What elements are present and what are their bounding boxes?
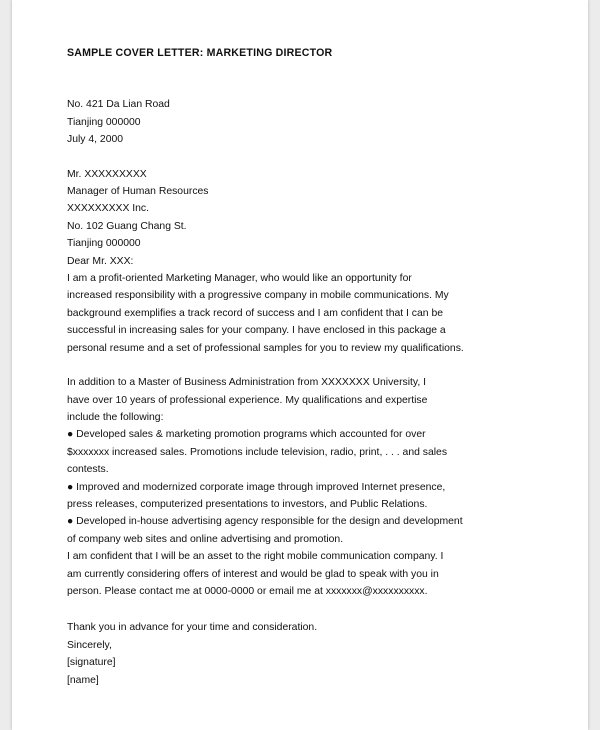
letter-content [67,45,567,689]
body-line: I am a profit-oriented Marketing Manager, who would like an opportunity for [67,273,412,285]
recipient-address [67,166,567,270]
bullet-item: ● Developed sales & marketing promotion programs which accounted for over [67,429,426,441]
body-line: increased responsibility with a progressive company in mobile communications. My [67,290,449,302]
sender-line: Tianjing 000000 [67,116,141,128]
closing [67,619,567,689]
body-line: have over 10 years of professional experience. My qualifications and expertise [67,394,428,406]
document-page [12,0,588,730]
body-line: am currently considering offers of interest and would be glad to speak with you in [67,568,439,580]
recipient-line: Tianjing 000000 [67,238,141,250]
body-line: of company web sites and online advertising and promotion. [67,533,344,545]
recipient-line: XXXXXXXXX Inc. [67,203,150,215]
recipient-line: Mr. XXXXXXXXX [67,168,147,180]
body-line: person. Please contact me at 0000-0000 or email me at xxxxxxx@xxxxxxxxxx. [67,585,428,597]
body-line: In addition to a Master of Business Administration from XXXXXXX University, I [67,377,427,389]
sender-address [67,96,567,148]
bullet-item: ● Developed in-house advertising agency responsible for the design and development [67,516,463,528]
bullet-item: ● Improved and modernized corporate image through improved Internet presence, [67,481,446,493]
signature-placeholder: [signature] [67,657,116,669]
body-line: include the following: [67,411,164,423]
body-line: press releases, computerized presentations to investors, and Public Relations. [67,498,428,510]
spacer [67,357,567,374]
recipient-line: No. 102 Guang Chang St. [67,220,187,232]
closing-line: Thank you in advance for your time and consideration. [67,622,318,634]
name-placeholder: [name] [67,674,99,686]
body-line: successful in increasing sales for your company. I have enclosed in this package a [67,325,446,337]
recipient-line: Manager of Human Resources [67,186,209,198]
spacer [67,600,567,619]
sign-off: Sincerely, [67,639,112,651]
paragraph-qualifications [67,374,567,600]
spacer [67,149,567,166]
body-line: $xxxxxxx increased sales. Promotions include television, radio, print, . . . and sales [67,446,448,458]
body-line: contests. [67,464,109,476]
sender-line: No. 421 Da Lian Road [67,99,170,111]
salutation: Dear Mr. XXX: [67,255,134,267]
body-line: background exemplifies a track record of success and I am confident that I can be [67,307,443,319]
body-line: I am confident that I will be an asset to the right mobile communication company. I [67,551,444,563]
spacer [67,62,567,96]
paragraph-intro [67,270,567,357]
page-title: SAMPLE COVER LETTER: MARKETING DIRECTOR [67,47,333,59]
body-line: personal resume and a set of professional samples for you to review my qualifications. [67,342,464,354]
letter-date: July 4, 2000 [67,134,124,146]
